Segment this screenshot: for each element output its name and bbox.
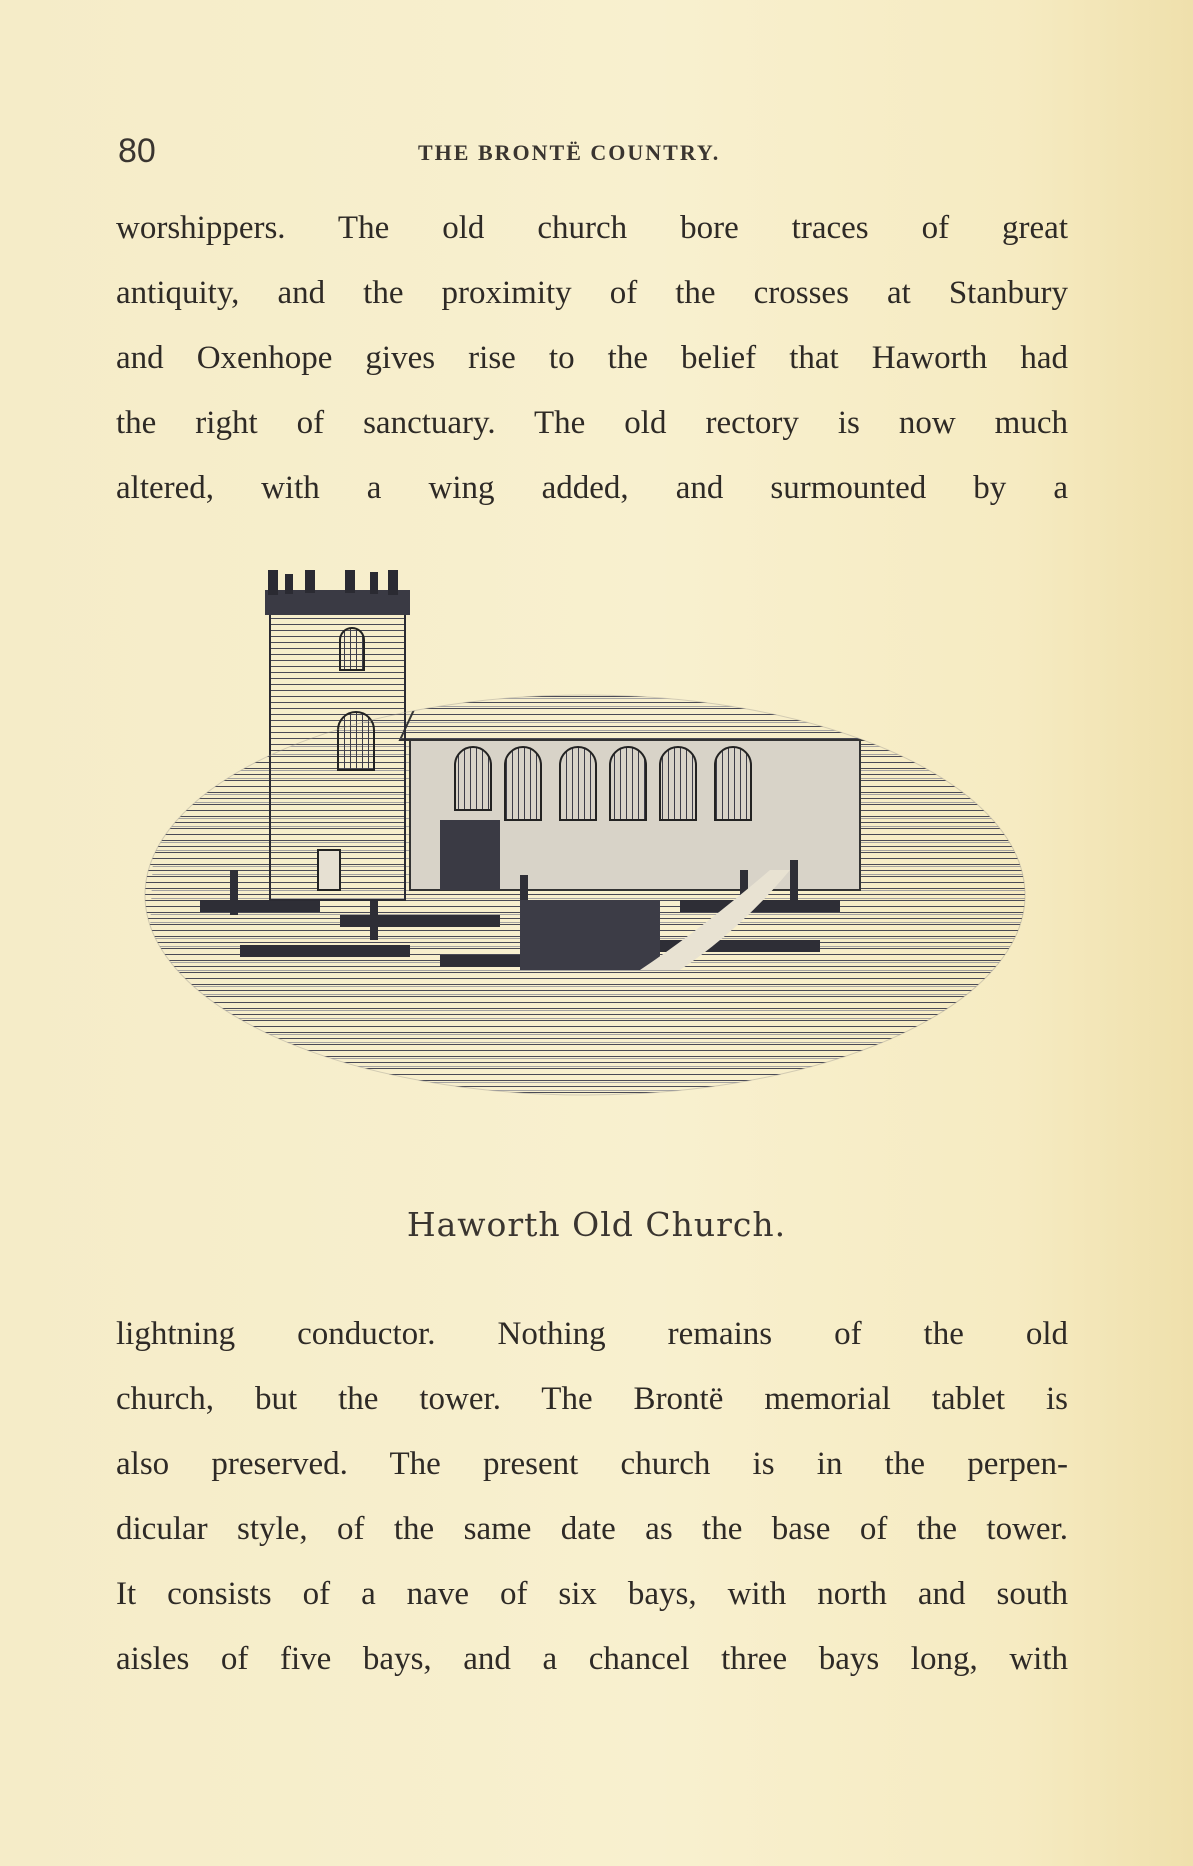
paragraph-top	[116, 196, 1068, 521]
page-number: 80	[118, 132, 156, 170]
text-line: aisles of five bays, and a chancel three bays long, with	[116, 1641, 1068, 1677]
text-line: also preserved. The present church is in the perpen-	[116, 1446, 1068, 1482]
text-line: worshippers. The old church bore traces of great	[116, 210, 1068, 246]
text-line: and Oxenhope gives rise to the belief that Haworth had	[116, 340, 1068, 376]
church-engraving	[140, 570, 1040, 1150]
figure-caption: Haworth Old Church.	[406, 1205, 787, 1244]
text-line: It consists of a nave of six bays, with north and south	[116, 1576, 1068, 1612]
text-line: altered, with a wing added, and surmounted by a	[116, 470, 1068, 506]
paragraph-bottom	[116, 1302, 1068, 1692]
text-line: dicular style, of the same date as the base of the tower.	[116, 1511, 1068, 1547]
text-line: the right of sanctuary. The old rectory is now much	[116, 405, 1068, 441]
page-header	[118, 132, 1068, 172]
text-line: lightning conductor. Nothing remains of the old	[116, 1316, 1068, 1352]
running-head: THE BRONTË COUNTRY.	[418, 140, 721, 165]
text-line: antiquity, and the proximity of the crosses at Stanbury	[116, 275, 1068, 311]
text-line: church, but the tower. The Brontë memorial tablet is	[116, 1381, 1068, 1417]
